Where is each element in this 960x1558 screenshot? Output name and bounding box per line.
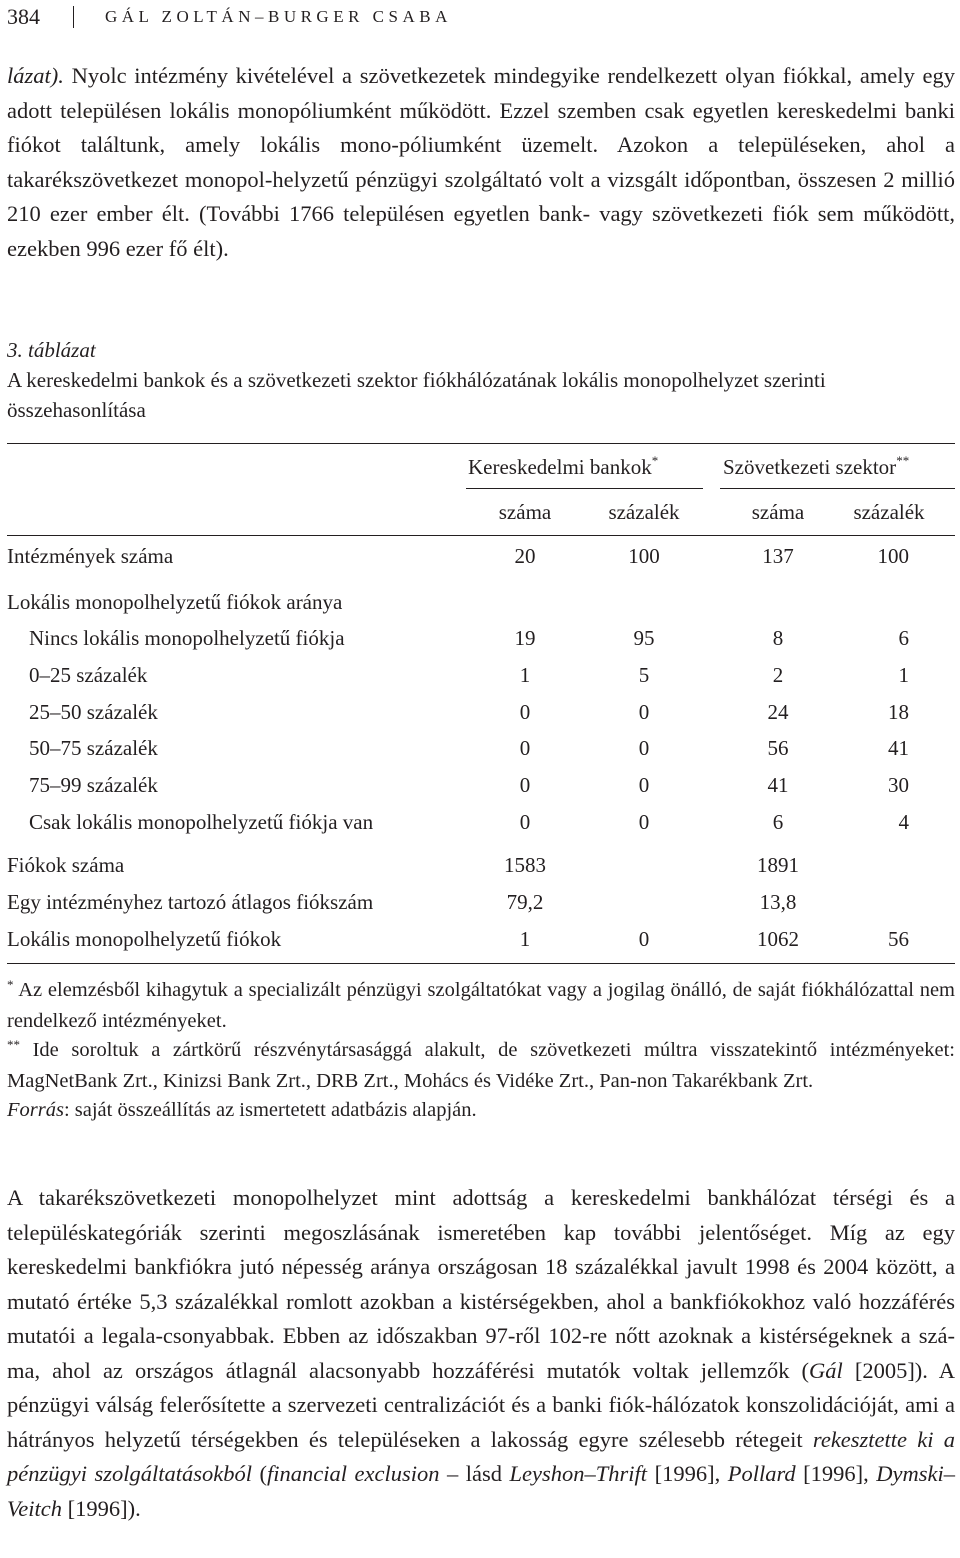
table-cell: 0 xyxy=(519,773,531,797)
table-cell: 1583 xyxy=(504,853,546,877)
table-cell: 56 xyxy=(888,927,909,951)
footnote-mark: * xyxy=(651,453,659,468)
table-cell: 41 xyxy=(767,773,789,797)
table-row xyxy=(7,731,955,765)
table-label: 3. táblázat xyxy=(7,338,96,362)
emphasis-text: financial exclusion xyxy=(267,1461,440,1486)
table-cell: 0 xyxy=(519,810,531,834)
table-cell: 0 xyxy=(638,773,650,797)
citation-author: Leyshon–Thrift xyxy=(509,1461,648,1486)
table-cell: 0 xyxy=(638,736,650,760)
running-header xyxy=(7,2,955,32)
paragraph-text: [2005]). A pénzügyi válság felerősítette a szervezeti centralizációt és a banki fiók-hálózatok konszolidációját, ami a hátrányos helyzetű térségekben és településeken a lakosság egyre szélesebb rétegeit xyxy=(7,1357,955,1452)
running-title: GÁL ZOLTÁN–BURGER CSABA xyxy=(105,7,452,26)
table-cell: 18 xyxy=(888,700,909,724)
table-cell: 95 xyxy=(633,626,655,650)
table-cell: 19 xyxy=(514,626,536,650)
source-label: Forrás xyxy=(7,1099,64,1121)
paragraph-bottom xyxy=(7,1181,955,1526)
table-row xyxy=(7,539,955,573)
table-cell: 0 xyxy=(638,927,650,951)
table-cell: 1 xyxy=(519,663,531,687)
subheader-count-2: száma xyxy=(751,500,805,524)
table-row xyxy=(7,848,955,882)
row-label: Nincs lokális monopolhelyzetű fiókja xyxy=(29,626,345,650)
row-label: Lokális monopolhelyzetű fiókok aránya xyxy=(7,590,343,614)
row-label: 25–50 százalék xyxy=(29,700,158,724)
footnote-mark: ** xyxy=(7,1037,20,1052)
citation-author: Dymski–Veitch xyxy=(7,1461,956,1521)
table-cell: 1062 xyxy=(757,927,799,951)
paragraph-text: [1996]). xyxy=(61,1495,141,1521)
source-text: : saját összeállítás az ismertetett adatbázis alapján. xyxy=(63,1099,477,1121)
table-caption: A kereskedelmi bankok és a szövetkezeti szektor fiókhálózatának lokális monopolhelyzet szerinti összehasonlítása xyxy=(7,368,826,422)
table-row xyxy=(7,658,955,692)
paragraph-text: [1996], xyxy=(647,1461,728,1486)
paragraph-top xyxy=(7,59,955,266)
footnote-text: Az elemzésből kihagytuk a specializált pénzügyi szolgáltatókat vagy a jogilag önálló, de saját fiókhálózattal nem rendelkező intézményeket. xyxy=(7,979,956,1032)
table-cell: 30 xyxy=(888,773,909,797)
table-cell: 6 xyxy=(898,626,909,650)
footnote-mark: ** xyxy=(896,453,910,468)
paragraph-body: Nyolc intézmény kivételével a szövetkezetek mindegyike rendelkezett olyan fiókkal, amely egy adott településen lokális monopóliumként működött. Ezzel szemben csak egyetlen kereskedelmi banki fiókot találtunk, amely lokális mono-póliumként üzemelt. Azokon a településeken, ahol a takarékszövetkezet monopol-helyzetű pénzügyi szolgáltató volt a vizsgált időpontban, összesen 2 millió 210 ezer ember élt. (További 1766 településen egyetlen bank- vagy szövetkezeti fiók sem működött, ezekben 996 ezer fő élt). xyxy=(7,63,955,261)
table-row xyxy=(7,922,955,956)
group-rule-cooperative-sector xyxy=(720,488,955,489)
table-bottom-rule xyxy=(7,963,955,964)
table-cell: 0 xyxy=(519,736,531,760)
subheader-percent-2: százalék xyxy=(853,500,925,524)
row-label: Intézmények száma xyxy=(7,544,174,568)
source-note xyxy=(7,1096,955,1126)
table-header-rule xyxy=(7,535,955,536)
row-label: 75–99 százalék xyxy=(29,773,158,797)
table-row xyxy=(7,768,955,802)
subheader-count-1: száma xyxy=(498,500,552,524)
citation-author: Pollard xyxy=(727,1461,796,1486)
citation-author: Gál xyxy=(809,1357,843,1383)
table-cell: 79,2 xyxy=(506,890,544,914)
group-header-commercial-banks xyxy=(468,450,658,487)
table-cell: 137 xyxy=(762,544,794,568)
group-header-label: Szövetkezeti szektor xyxy=(723,455,897,479)
footnote-2 xyxy=(7,1036,955,1096)
table-row xyxy=(7,621,955,655)
footnote-text: Ide soroltuk a zártkörű részvénytársasággá alakult, de szövetkezeti múltra visszatekintő intézményeket: MagNetBank Zrt., Kinizsi Bank Zrt., DRB Zrt., Mohács és Vidéke Zrt., Pan-non Takarékbank Zrt. xyxy=(7,1039,956,1092)
paragraph-text: ( xyxy=(252,1461,268,1486)
table-cell: 0 xyxy=(519,700,531,724)
table-notes xyxy=(7,976,955,1126)
table-row xyxy=(7,695,955,729)
table-cell: 1 xyxy=(519,927,531,951)
table-cell: 1 xyxy=(898,663,909,687)
table-cell: 1891 xyxy=(757,853,799,877)
table-cell: 24 xyxy=(767,700,789,724)
table-row xyxy=(7,585,955,619)
row-label: Csak lokális monopolhelyzetű fiókja van xyxy=(29,810,374,834)
table-cell: 100 xyxy=(628,544,660,568)
group-rule-commercial-banks xyxy=(466,488,703,489)
table-cell: 6 xyxy=(772,810,784,834)
paragraph-text: A takarékszövetkezeti monopolhelyzet mint adottság a kereskedelmi bankhálózat térségi és a településkategóriák szerinti megoszlásának ismeretében kap további jelentőséget. Míg az egy kereskedelmi bankfiókra jutó népesség aránya országosan 18 százalékkal javult 1998 és 2004 között, a mutató értéke 5,3 százalékkal romlott azokban a kistérségekben, ahol a bankfiókokhoz való hozzáférés mutatói a legala-csonyabbak. Ebben az időszakban 97-ről 102-re nőtt azoknak a kistérségeknek a szá-ma, ahol az országos átlagnál alacsonyabb hozzáférési mutatók voltak jellemzők ( xyxy=(7,1185,955,1383)
table-row xyxy=(7,805,955,839)
footnote-1 xyxy=(7,976,955,1036)
table-cell: 56 xyxy=(767,736,789,760)
group-header-cooperative-sector xyxy=(723,450,909,487)
table-cell: 8 xyxy=(772,626,784,650)
header-divider xyxy=(73,6,74,28)
page-number: 384 xyxy=(7,4,40,29)
table-cell: 4 xyxy=(898,810,909,834)
row-label: 0–25 százalék xyxy=(29,663,148,687)
table-cell: 0 xyxy=(638,810,650,834)
table-cell: 41 xyxy=(888,736,909,760)
row-label: Lokális monopolhelyzetű fiókok xyxy=(7,927,282,951)
subheader-percent-1: százalék xyxy=(608,500,680,524)
emphasis-text: rekesztette ki a pénzügyi szolgáltatásokból xyxy=(7,1426,956,1486)
group-header-label: Kereskedelmi bankok xyxy=(468,455,652,479)
table-cell: 100 xyxy=(877,544,909,568)
table-row xyxy=(7,885,955,919)
row-label: 50–75 százalék xyxy=(29,736,158,760)
footnote-mark: * xyxy=(7,977,14,992)
paragraph-text: [1996], xyxy=(795,1461,877,1486)
row-label: Egy intézményhez tartozó átlagos fiókszám xyxy=(7,890,374,914)
paragraph-lead: lázat). xyxy=(7,63,64,88)
table-top-rule xyxy=(7,443,955,444)
row-label: Fiókok száma xyxy=(7,853,125,877)
paragraph-text: – lásd xyxy=(439,1461,510,1486)
table-cell: 20 xyxy=(514,544,536,568)
table-cell: 2 xyxy=(772,663,784,687)
table-cell: 13,8 xyxy=(759,890,797,914)
table-cell: 5 xyxy=(638,663,650,687)
table-cell: 0 xyxy=(638,700,650,724)
